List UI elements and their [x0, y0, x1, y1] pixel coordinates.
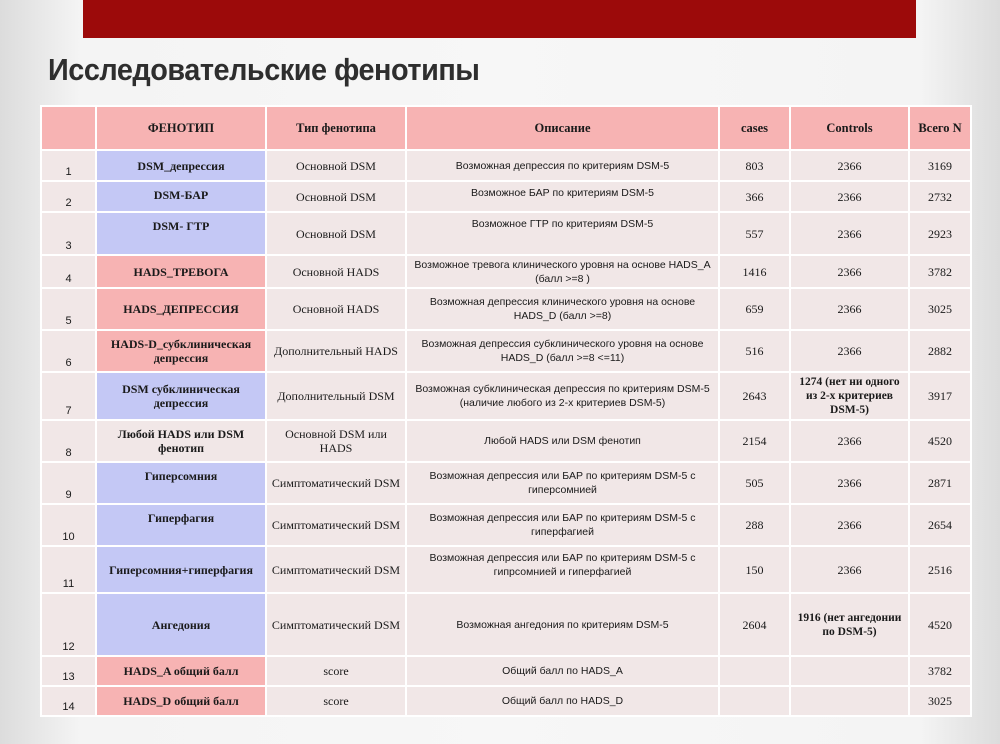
phenotype-description: Возможное БАР по критериям DSM-5	[406, 181, 719, 212]
controls-value: 2366	[790, 150, 909, 181]
row-number: 9	[41, 462, 96, 504]
phenotype-description: Возможная депрессия или БАР по критериям DSM-5 с гиперфагией	[406, 504, 719, 546]
total-value: 3782	[909, 255, 971, 288]
row-number: 13	[41, 656, 96, 686]
phenotype-type: Дополнительный DSM	[266, 372, 406, 420]
controls-value: 2366	[790, 181, 909, 212]
row-number: 2	[41, 181, 96, 212]
phenotype-description: Общий балл по HADS_A	[406, 656, 719, 686]
cases-value: 366	[719, 181, 790, 212]
phenotype-type: Основной HADS	[266, 288, 406, 330]
table-row	[41, 593, 971, 656]
cases-value: 1416	[719, 255, 790, 288]
phenotype-name: HADS_A общий балл	[96, 656, 266, 686]
phenotype-type: Симптоматический DSM	[266, 546, 406, 593]
phenotype-name: Гиперфагия	[96, 504, 266, 546]
phenotype-type: Основной HADS	[266, 255, 406, 288]
table-row	[41, 372, 971, 420]
top-accent-bar	[83, 0, 916, 38]
cases-value: 150	[719, 546, 790, 593]
cases-value: 2604	[719, 593, 790, 656]
row-number: 12	[41, 593, 96, 656]
total-value: 3025	[909, 288, 971, 330]
cases-value: 516	[719, 330, 790, 372]
controls-value: 2366	[790, 288, 909, 330]
controls-value: 2366	[790, 330, 909, 372]
controls-value: 1916 (нет ангедонии по DSM-5)	[790, 593, 909, 656]
controls-value: 2366	[790, 255, 909, 288]
table-row	[41, 181, 971, 212]
phenotype-type: Симптоматический DSM	[266, 504, 406, 546]
phenotype-name: HADS_ДЕПРЕССИЯ	[96, 288, 266, 330]
table-row	[41, 546, 971, 593]
total-value: 3169	[909, 150, 971, 181]
controls-value: 2366	[790, 462, 909, 504]
row-number: 1	[41, 150, 96, 181]
controls-value: 1274 (нет ни одного из 2-х критериев DSM-5)	[790, 372, 909, 420]
header-phenotype: ФЕНОТИП	[96, 106, 266, 150]
row-number: 7	[41, 372, 96, 420]
phenotype-description: Возможная депрессия или БАР по критериям DSM-5 с гипрсомнией и гиперфагией	[406, 546, 719, 593]
table-row	[41, 462, 971, 504]
header-description: Описание	[406, 106, 719, 150]
total-value: 2516	[909, 546, 971, 593]
total-value: 3025	[909, 686, 971, 716]
table-row	[41, 212, 971, 255]
phenotype-type: Основной DSM	[266, 212, 406, 255]
controls-value: 2366	[790, 504, 909, 546]
table-row	[41, 656, 971, 686]
controls-value	[790, 686, 909, 716]
header-total-n: Всего N	[909, 106, 971, 150]
row-number: 8	[41, 420, 96, 462]
controls-value: 2366	[790, 212, 909, 255]
phenotype-description: Возможная ангедония по критериям DSM-5	[406, 593, 719, 656]
controls-value: 2366	[790, 546, 909, 593]
total-value: 2871	[909, 462, 971, 504]
phenotype-name: HADS_ТРЕВОГА	[96, 255, 266, 288]
phenotype-type: Основной DSM или HADS	[266, 420, 406, 462]
phenotype-description: Возможная субклиническая депрессия по критериям DSM-5 (наличие любого из 2-х критериев DSM-5)	[406, 372, 719, 420]
total-value: 2923	[909, 212, 971, 255]
phenotype-type: score	[266, 656, 406, 686]
header-phenotype-type: Тип фенотипа	[266, 106, 406, 150]
table-row	[41, 330, 971, 372]
cases-value: 505	[719, 462, 790, 504]
phenotype-name: Любой HADS или DSM фенотип	[96, 420, 266, 462]
table-header-row	[41, 106, 971, 150]
row-number: 11	[41, 546, 96, 593]
row-number: 14	[41, 686, 96, 716]
phenotype-name: HADS_D общий балл	[96, 686, 266, 716]
controls-value	[790, 656, 909, 686]
cases-value: 557	[719, 212, 790, 255]
header-controls: Controls	[790, 106, 909, 150]
phenotype-name: Ангедония	[96, 593, 266, 656]
phenotype-name: Гиперсомния+гиперфагия	[96, 546, 266, 593]
slide-title: Исследовательские фенотипы	[48, 52, 480, 87]
total-value: 3917	[909, 372, 971, 420]
phenotype-name: HADS-D_субклиническая депрессия	[96, 330, 266, 372]
table-row	[41, 255, 971, 288]
phenotype-type: Основной DSM	[266, 150, 406, 181]
phenotype-type: Симптоматический DSM	[266, 462, 406, 504]
total-value: 4520	[909, 593, 971, 656]
table-row	[41, 150, 971, 181]
row-number: 6	[41, 330, 96, 372]
total-value: 4520	[909, 420, 971, 462]
phenotype-type: score	[266, 686, 406, 716]
phenotype-type: Дополнительный HADS	[266, 330, 406, 372]
total-value: 2654	[909, 504, 971, 546]
cases-value: 2154	[719, 420, 790, 462]
row-number: 4	[41, 255, 96, 288]
cases-value: 659	[719, 288, 790, 330]
cases-value: 2643	[719, 372, 790, 420]
table-row	[41, 288, 971, 330]
phenotype-name: DSM-БАР	[96, 181, 266, 212]
table-row	[41, 504, 971, 546]
phenotype-type: Симптоматический DSM	[266, 593, 406, 656]
phenotype-description: Возможная депрессия клинического уровня на основе HADS_D (балл >=8)	[406, 288, 719, 330]
total-value: 3782	[909, 656, 971, 686]
phenotype-description: Общий балл по HADS_D	[406, 686, 719, 716]
total-value: 2882	[909, 330, 971, 372]
cases-value	[719, 656, 790, 686]
row-number: 10	[41, 504, 96, 546]
cases-value	[719, 686, 790, 716]
header-cases: cases	[719, 106, 790, 150]
phenotype-description: Возможное тревога клинического уровня на основе HADS_A (балл >=8 )	[406, 255, 719, 288]
total-value: 2732	[909, 181, 971, 212]
phenotype-description: Возможная депрессия по критериям DSM-5	[406, 150, 719, 181]
phenotype-name: DSM_депрессия	[96, 150, 266, 181]
table-row	[41, 420, 971, 462]
header-number	[41, 106, 96, 150]
phenotype-type: Основной DSM	[266, 181, 406, 212]
phenotype-name: Гиперсомния	[96, 462, 266, 504]
phenotype-description: Возможная депрессия или БАР по критериям DSM-5 с гиперсомнией	[406, 462, 719, 504]
phenotype-description: Возможное ГТР по критериям DSM-5	[406, 212, 719, 255]
row-number: 5	[41, 288, 96, 330]
phenotype-description: Любой HADS или DSM фенотип	[406, 420, 719, 462]
phenotype-name: DSM субклиническая депрессия	[96, 372, 266, 420]
phenotype-table	[40, 105, 972, 717]
phenotype-description: Возможная депрессия субклинического уровня на основе HADS_D (балл >=8 <=11)	[406, 330, 719, 372]
cases-value: 803	[719, 150, 790, 181]
controls-value: 2366	[790, 420, 909, 462]
phenotype-name: DSM- ГТР	[96, 212, 266, 255]
row-number: 3	[41, 212, 96, 255]
table-row	[41, 686, 971, 716]
cases-value: 288	[719, 504, 790, 546]
